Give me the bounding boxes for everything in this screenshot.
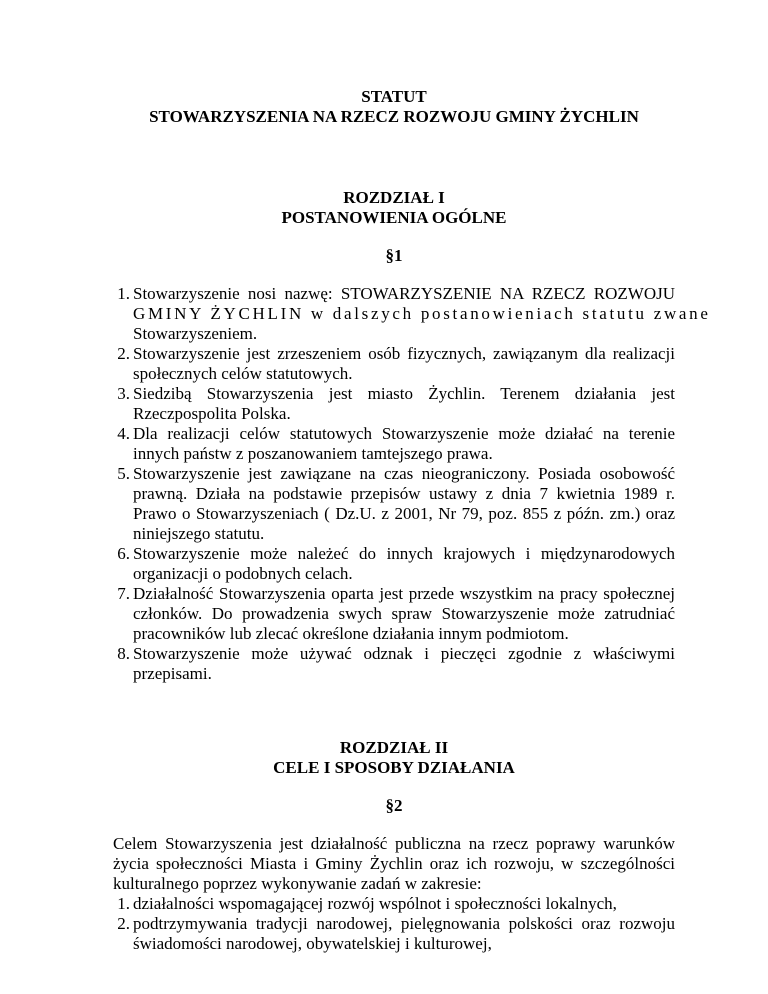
list-item xyxy=(113,384,675,424)
chapter-1-number: ROZDZIAŁ I xyxy=(343,188,445,207)
list-item-number: 4. xyxy=(117,424,130,443)
document-title xyxy=(113,87,675,127)
document-page xyxy=(113,87,711,954)
list-item-text: Stowarzyszenie jest zawiązane na czas nieograniczony. Posiada osobowość prawną. Działa na podstawie przepisów ustawy z dnia 7 kwietnia 1989 r. Prawo o Stowarzyszeniach ( Dz.U. z 2001, Nr 79, poz. 855 z późn. zm.) oraz niniejszego statutu. xyxy=(133,464,675,543)
list-item xyxy=(113,464,675,544)
title-line-association: STOWARZYSZENIA NA RZECZ ROZWOJU GMINY ŻYCHLIN xyxy=(149,107,639,126)
chapter-2-list xyxy=(113,894,675,954)
paragraph-2-mark: §2 xyxy=(385,796,403,815)
list-item-number: 2. xyxy=(117,914,130,933)
list-item-text: Dla realizacji celów statutowych Stowarzyszenie może działać na terenie innych państw z poszanowaniem tamtejszego prawa. xyxy=(133,424,675,463)
list-item-text: Działalność Stowarzyszenia oparta jest przede wszystkim na pracy społecznej członków. Do prowadzenia swych spraw Stowarzyszenie może zatrudniać pracowników lub zlecać określone działania innym podmiotom. xyxy=(133,584,675,643)
list-item-text: podtrzymywania tradycji narodowej, pielęgnowania polskości oraz rozwoju świadomości narodowej, obywatelskiej i kulturowej, xyxy=(133,914,675,953)
list-item-text: działalności wspomagającej rozwój wspólnot i społeczności lokalnych, xyxy=(133,894,617,913)
list-item-text: Stowarzyszenie jest zrzeszeniem osób fizycznych, zawiązanym dla realizacji społecznych celów statutowych. xyxy=(133,344,675,383)
chapter-2-title: CELE I SPOSOBY DZIAŁANIA xyxy=(273,758,515,777)
list-item-number: 5. xyxy=(117,464,130,483)
list-item xyxy=(113,424,675,464)
list-item xyxy=(113,914,675,954)
list-item-number: 2. xyxy=(117,344,130,363)
chapter-1-title: POSTANOWIENIA OGÓLNE xyxy=(281,208,507,227)
chapter-2-heading xyxy=(113,738,675,778)
list-item-number: 7. xyxy=(117,584,130,603)
list-item xyxy=(113,894,675,914)
list-item-text-line: Stowarzyszenie nosi nazwę: STOWARZYSZENIE NA RZECZ ROZWOJU xyxy=(133,284,675,303)
list-item xyxy=(113,344,675,384)
list-item-text: Stowarzyszenie może należeć do innych krajowych i międzynarodowych organizacji o podobnych celach. xyxy=(133,544,675,583)
title-line-statut: STATUT xyxy=(361,87,427,106)
list-item xyxy=(113,584,675,644)
list-item xyxy=(113,544,675,584)
list-item-number: 1. xyxy=(117,284,130,303)
paragraph-1-mark: §1 xyxy=(385,246,403,265)
list-item-number: 3. xyxy=(117,384,130,403)
list-item xyxy=(113,644,675,684)
list-item-number: 6. xyxy=(117,544,130,563)
list-item-text: Stowarzyszenie może używać odznak i pieczęci zgodnie z właściwymi przepisami. xyxy=(133,644,675,683)
chapter-2-intro: Celem Stowarzyszenia jest działalność publiczna na rzecz poprawy warunków życia społeczności Miasta i Gminy Żychlin oraz ich rozwoju, w szczególności kulturalnego poprzez wykonywanie zadań w zakresie: xyxy=(113,834,675,893)
list-item-number: 1. xyxy=(117,894,130,913)
list-item-text-line: GMINY ŻYCHLIN w dalszych postanowieniach statutu zwane xyxy=(133,304,711,323)
list-item-text-line: Stowarzyszeniem. xyxy=(133,324,258,343)
chapter-1-heading xyxy=(113,188,675,228)
chapter-2-number: ROZDZIAŁ II xyxy=(339,738,449,757)
list-item xyxy=(113,284,711,344)
list-item-text: Siedzibą Stowarzyszenia jest miasto Żychlin. Terenem działania jest Rzeczpospolita Polska. xyxy=(133,384,675,423)
list-item-number: 8. xyxy=(117,644,130,663)
chapter-1-list xyxy=(113,284,711,684)
